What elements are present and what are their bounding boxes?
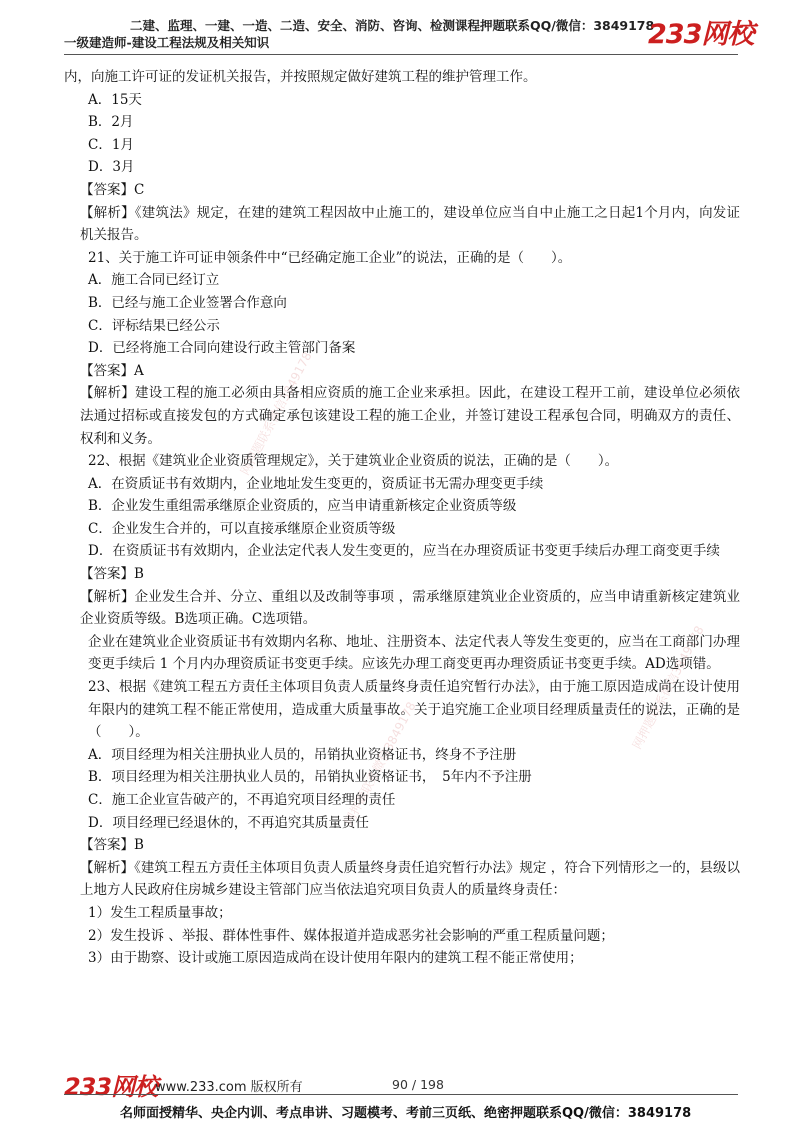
question-22: 22、根据《建筑业企业资质管理规定》，关于建筑业企业资质的说法，正确的是（ ）。 [88,453,619,470]
option-d: D．在资质证书有效期内，企业法定代表人发生变更的，应当在办理资质证书变更手续后办理工商变更手续 [88,543,720,560]
question-23: 23、根据《建筑工程五方责任主体项目负责人质量终身责任追究暂行办法》，由于施工原因造成尚在设计使用年限内的建筑工程不能正常使用，造成重大质量事故。关于追究施工企业项目经理质量责任的说法，正确的是（ ）。 [88,679,740,741]
list-item: 2）发生投诉 、举报、群体性事件、媒体报道并造成恶劣社会影响的严重工程质量问题； [88,927,614,944]
option-c: C．企业发生合并的，可以直接承继原企业资质等级 [88,520,396,537]
analysis-paragraph: 【解析】企业发生合并、分立、重组以及改制等事项 ，需承继原建筑业企业资质的，应当申请重新核定建筑业企业资质等级。B选项正确。C选项错。 [80,588,740,628]
option-a: A．在资质证书有效期内，企业地址发生变更的，资质证书无需办理变更手续 [88,475,544,492]
list-item: 3）由于勘察、设计或施工原因造成尚在设计使用年限内的建筑工程不能正常使用； [88,950,583,967]
page-number: 90 / 198 [392,1077,444,1092]
analysis-paragraph: 【解析】《建筑工程五方责任主体项目负责人质量终身责任追究暂行办法》规定 ，符合下列情形之一的，县级以上地方人民政府住房城乡建设主管部门应当依法追究项目负责人的质量终身责任： [80,859,740,899]
option-b: B．项目经理为相关注册执业人员的，吊销执业资格证书， 5年内不予注册 [88,769,532,786]
footer-divider [64,1094,738,1095]
analysis-paragraph: 【解析】《建筑法》规定，在建的建筑工程因故中止施工的，建设单位应当自中止施工之日起1个月内，向发证机关报告。 [80,204,740,244]
option-a: A．15天 [88,91,142,108]
header-promo-line: 二建、监理、一建、一造、二造、安全、消防、咨询、检测课程押题联系QQ/微信：3849178 [130,18,655,33]
option-d: D．项目经理已经退休的，不再追究其质量责任 [88,814,369,831]
header-divider [64,54,738,55]
footer-promo-line: 名师面授精华、央企内训、考点串讲、习题模考、考前三页纸、绝密押题联系QQ/微信：3849178 [120,1106,692,1121]
text-line: 内，向施工许可证的发证机关报告，并按照规定做好建筑工程的维护管理工作。 [64,69,537,85]
analysis-paragraph: 企业在建筑业企业资质证书有效期内名称、地址、注册资本、法定代表人等发生变更的，应当在工商部门办理变更手续后 1 个月内办理资质证书变更手续。应该先办理工商变更再办理资质证书变更手续。AD选项错。 [88,633,740,673]
option-b: B．企业发生重组需承继原企业资质的，应当申请重新核定企业资质等级 [88,498,517,515]
option-b: B．已经与施工企业签署合作意向 [88,294,287,311]
answer-label: 【答案】B [80,837,144,854]
header-subject-title: 一级建造师-建设工程法规及相关知识 [64,35,270,50]
watermark-1: 网押题联系微信3849178 [237,349,315,478]
option-a: A．项目经理为相关注册执业人员的，吊销执业资格证书，终身不予注册 [88,746,517,763]
page-body [64,66,740,970]
header-logo: 233网校 [648,19,754,50]
option-c: C．1月 [88,136,134,153]
answer-label: 【答案】C [80,181,145,198]
option-b: B．2月 [88,114,134,131]
footer-logo: 233网校 [64,1073,158,1101]
watermark-3: 网押题联系微信3849178 [341,699,419,828]
footer-site-link[interactable]: www.233.com 版权所有 [155,1080,303,1095]
option-c: C．施工企业宣告破产的，不再追究项目经理的责任 [88,792,396,808]
option-c: C．评标结果已经公示 [88,317,220,334]
answer-label: 【答案】B [80,566,144,583]
option-d: D．已经将施工合同向建设行政主管部门备案 [88,340,356,357]
watermark-2: 网押题联系微信3849178 [629,623,707,752]
option-d: D．3月 [88,159,135,176]
answer-label: 【答案】A [80,362,144,379]
option-a: A．施工合同已经订立 [88,272,220,289]
question-21: 21、关于施工许可证申领条件中“已经确定施工企业”的说法，正确的是（ ）。 [88,249,572,266]
analysis-paragraph: 【解析】建设工程的施工必须由具备相应资质的施工企业来承担。因此，在建设工程开工前，建设单位必须依法通过招标或直接发包的方式确定承包该建设工程的施工企业，并签订建设工程承包合同，明确双方的责任、权利和义务。 [80,385,740,447]
list-item: 1）发生工程质量事故； [88,904,232,921]
